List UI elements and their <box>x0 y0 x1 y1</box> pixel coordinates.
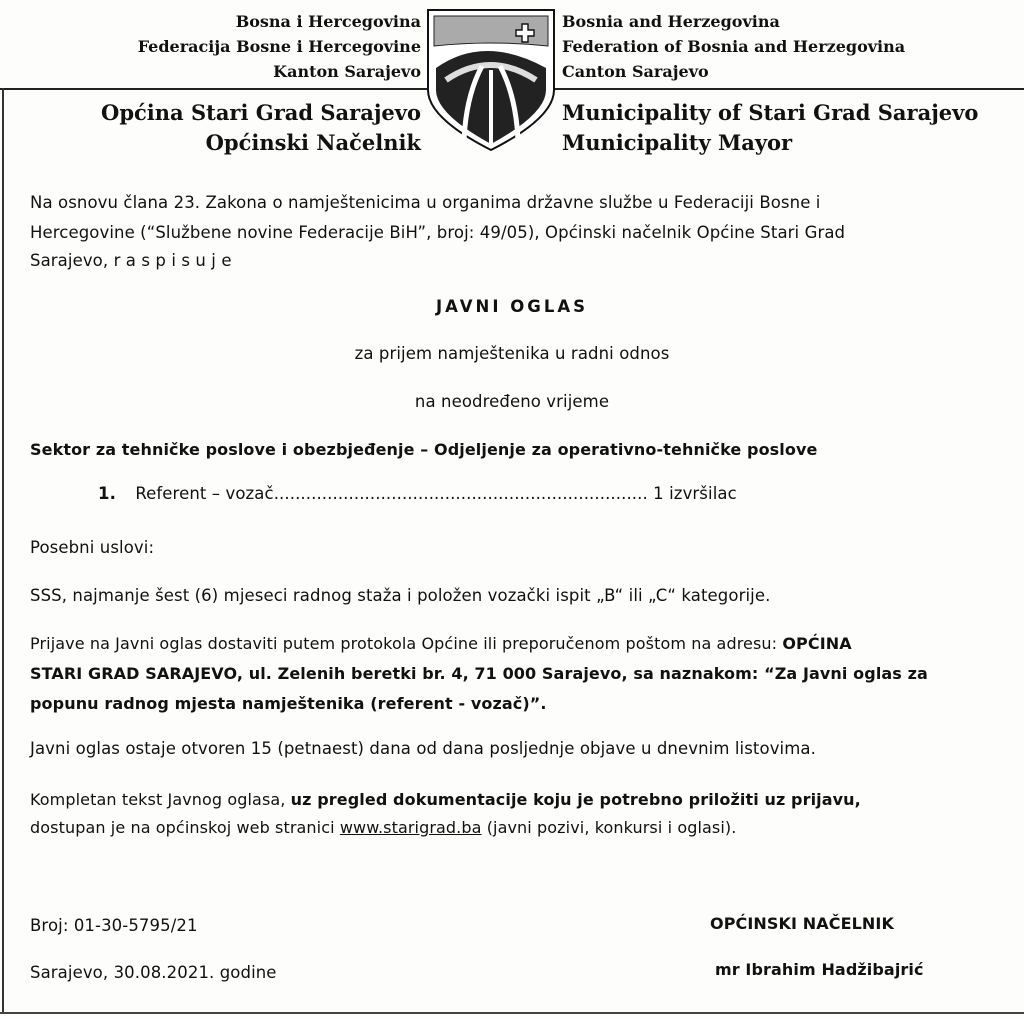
header-left-line-2: Federacija Bosne i Hercegovine <box>137 37 421 56</box>
mayor-title-local: Općinski Načelnik <box>205 130 421 155</box>
full-text-line-1 <box>30 792 861 808</box>
intro-line-3 <box>30 253 232 270</box>
full-text-line-2-text: dostupan je na općinskoj web stranici <box>30 818 340 837</box>
intro-line-3-text: Sarajevo, <box>30 251 114 270</box>
header-right-line-2: Federation of Bosnia and Herzegovina <box>562 37 906 56</box>
signer-title: OPĆINSKI NAČELNIK <box>710 914 894 933</box>
announcement-title: JAVNI OGLAS <box>436 297 588 316</box>
bottom-border-line <box>0 1012 1024 1014</box>
applications-line-3: popunu radnog mjesta namještenika (referent - vozač)”. <box>30 694 547 713</box>
left-border-line <box>2 88 4 1013</box>
announcement-subtitle-1: za prijem namještenika u radni odnos <box>354 344 670 363</box>
applications-line-1 <box>30 636 852 652</box>
website-link[interactable]: www.starigrad.ba <box>339 818 482 837</box>
intro-line-1: Na osnovu člana 23. Zakona o namještenicima u organima državne službe u Federaciji Bosne i <box>30 193 821 212</box>
document-number: Broj: 01-30-5795/21 <box>30 916 198 935</box>
position-number: 1. <box>98 484 116 503</box>
conditions-text: SSS, najmanje šest (6) mjeseci radnog staža i položen vozački ispit „B“ ili „C“ kategorije. <box>30 586 771 605</box>
municipality-name-english: Municipality of Stari Grad Sarajevo <box>562 100 979 125</box>
municipality-name-local: Općina Stari Grad Sarajevo <box>101 100 421 125</box>
duration-text: Javni oglas ostaje otvoren 15 (petnaest) dana od dana posljednje objave u dnevnim listovima. <box>30 739 816 758</box>
full-text-line-2 <box>30 820 736 836</box>
header-left-line-1: Bosna i Hercegovina <box>235 12 421 31</box>
raspisuje-word: r a s p i s u j e <box>113 251 232 270</box>
applications-line-1-text: Prijave na Javni oglas dostaviti putem protokola Općine ili preporučenom poštom na adresu: <box>30 634 783 653</box>
position-item <box>98 486 737 503</box>
applications-line-2: STARI GRAD SARAJEVO, ul. Zelenih beretki br. 4, 71 000 Sarajevo, sa naznakom: “Za Javni oglas za <box>30 664 928 683</box>
conditions-label: Posebni uslovi: <box>30 538 155 557</box>
document-date: Sarajevo, 30.08.2021. godine <box>30 963 277 982</box>
header-right-line-3: Canton Sarajevo <box>562 62 709 81</box>
mayor-title-english: Municipality Mayor <box>562 130 793 155</box>
full-text-line-2-end: (javni pozivi, konkursi i oglasi). <box>481 818 737 837</box>
full-text-documentation-note: uz pregled dokumentacije koju je potrebno priložiti uz prijavu, <box>290 790 861 809</box>
intro-line-2: Hercegovine (“Službene novine Federacije BiH”, broj: 49/05), Općinski načelnik Općine Stari Grad <box>30 223 846 242</box>
applications-address-start: OPĆINA <box>782 634 852 653</box>
sector-heading: Sektor za tehničke poslove i obezbjeđenje – Odjeljenje za operativno-tehničke poslove <box>30 440 818 459</box>
position-text: Referent – vozač...................................................................... 1 izvršilac <box>135 484 737 503</box>
full-text-line-1-text: Kompletan tekst Javnog oglasa, <box>30 790 291 809</box>
municipality-crest-icon <box>424 6 558 154</box>
signer-name: mr Ibrahim Hadžibajrić <box>715 960 924 979</box>
header-left-line-3: Kanton Sarajevo <box>273 62 421 81</box>
header-right-line-1: Bosnia and Herzegovina <box>562 12 780 31</box>
announcement-subtitle-2: na neodređeno vrijeme <box>414 392 610 411</box>
